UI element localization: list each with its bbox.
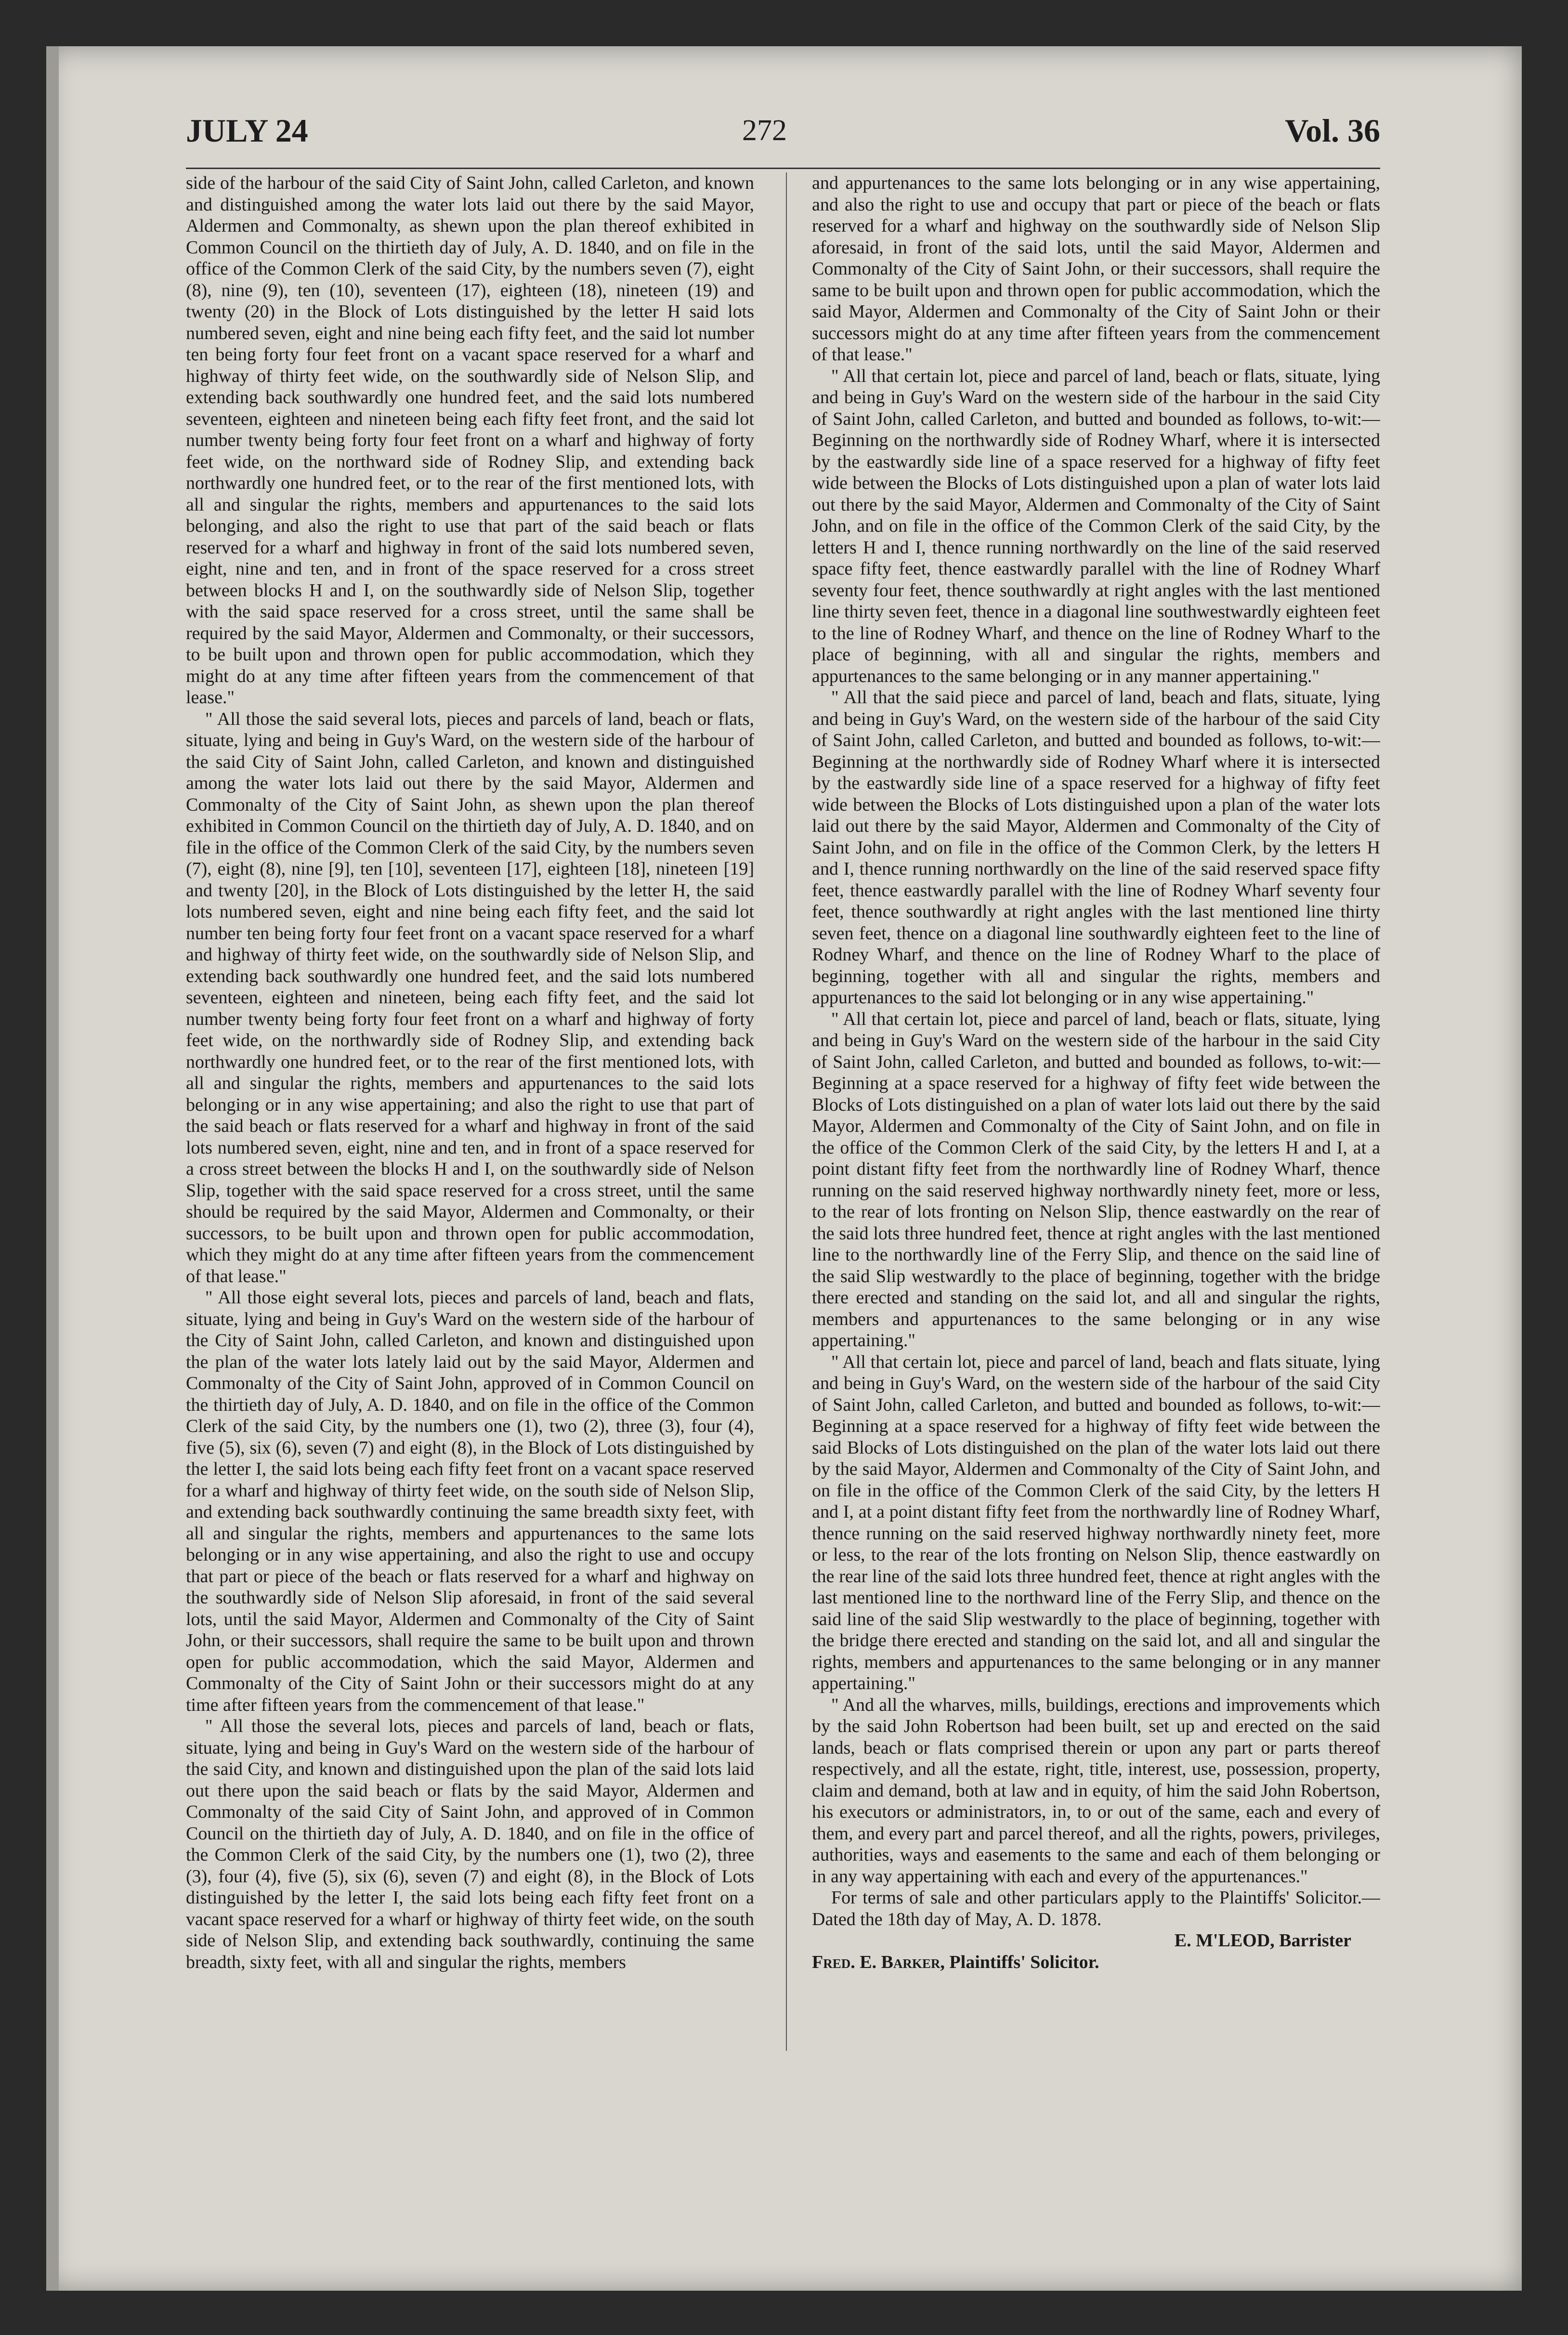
paragraph: " All those the said several lots, pieces and parcels of land, beach or flats, situate, lying and being in Guy's Ward, on the western side of the harbour of the said City of Saint John, called Carleton, and known and distinguished among the water lots laid out there by the said Mayor, Aldermen and Commonalty of the City of Saint John, as shewn upon the plan thereof exhibited in Common Council on the thirtieth day of July, A. D. 1840, and on file in the office of the Common Clerk of the said City, by the numbers seven (7), eight (8), nine [9], ten [10], seventeen [17], eighteen [18], nineteen [19] and twenty [20], in the Block of Lots distinguished by the letter H, the said lots numbered seven, eight and nine being each fifty feet, and the said lot number ten being forty four feet front on a vacant space reserved for a wharf and highway of thirty feet wide, on the southwardly side of Nelson Slip, and extending back southwardly one hundred feet, and the said lots numbered seventeen, eighteen and nineteen, being each fifty feet, and the said lot number twenty being forty four feet front on a wharf and highway of forty feet wide, on the northwardly side of Rodney Slip, and extending back northwardly one hundred feet, or to the rear of the first mentioned lots, with all and singular the rights, members and appurtenances to the said lots belonging or in any wise appertaining; and also the right to use that part of the said beach or flats reserved for a wharf and highway in front of the said lots numbered seven, eight, nine and ten, and in front of a space reserved for a cross street between the blocks H and I, on the southwardly side of Nelson Slip, together with the said space reserved for a cross street, until the same should be required by the said Mayor, Aldermen and Commonalty, or their successors, to be built upon and thrown open for public accommodation, which they might do at any time after fifteen years from the commencement of that lease." <box>186 708 754 1286</box>
newspaper-page <box>46 46 1522 2291</box>
header-date: JULY 24 <box>186 112 308 149</box>
paragraph: " All that certain lot, piece and parcel of land, beach or flats, situate, lying and being in Guy's Ward on the western side of the harbour in the said City of Saint John, called Carleton, and butted and bounded as follows, to-wit:—Beginning on the northwardly side of Rodney Wharf, where it is intersected by the eastwardly side line of a space reserved for a highway of fifty feet wide between the Blocks of Lots distinguished upon a plan of water lots laid out there by the said Mayor, Aldermen and Commonalty of the City of Saint John, and on file in the office of the Common Clerk of the said City, by the letters H and I, thence running northwardly on the line of the said reserved space fifty feet, thence eastwardly parallel with the line of Rodney Wharf seventy four feet, thence southwardly at right angles with the last mentioned line thirty seven feet, thence in a diagonal line southwestwardly eighteen feet to the line of Rodney Wharf, and thence on the line of Rodney Wharf to the place of beginning, with all and singular the rights, members and appurtenances to the same belonging or in any manner appertaining." <box>812 366 1380 686</box>
paragraph: " All that certain lot, piece and parcel of land, beach and flats situate, lying and being in Guy's Ward, on the western side of the harbour of the said City of Saint John, called Carleton, and butted and bounded as follows, to-wit:—Beginning at a space reserved for a highway of fifty feet wide between the said Blocks of Lots distinguished on the plan of the water lots laid out there by the said Mayor, Aldermen and Commonalty of the City of Saint John, and on file in the office of the Common Clerk of the said City, by the letters H and I, at a point distant fifty feet from the northwardly line of Rodney Wharf, thence running on the said reserved highway northwardly ninety feet, more or less, to the rear of the lots fronting on Nelson Slip, thence eastwardly on the rear line of the said lots three hundred feet, thence at right angles with the last mentioned line to the northward line of the Ferry Slip, and thence on the said line of the said Slip westwardly to the place of beginning, together with the bridge there erected and standing on the said lot, and all and singular the rights, members and appurtenances to the same belonging or in any manner appertaining." <box>812 1351 1380 1693</box>
solicitor-role: , Plaintiffs' Solicitor. <box>940 1952 1099 1972</box>
left-column <box>186 172 754 2205</box>
solicitor-signature <box>812 1952 1380 1973</box>
paragraph: side of the harbour of the said City of Saint John, called Carleton, and known and distinguished among the water lots laid out there by the said Mayor, Aldermen and Commonalty, as shewn upon the plan thereof exhibited in Common Council on the thirtieth day of July, A. D. 1840, and on file in the office of the Common Clerk of the said City, by the numbers seven (7), eight (8), nine (9), ten (10), seventeen (17), eighteen (18), nineteen (19) and twenty (20) in the Block of Lots distinguished by the letter H said lots numbered seven, eight and nine being each fifty feet, and the said lot number ten being forty four feet front on a vacant space reserved for a wharf and highway of thirty feet wide, on the southwardly side of Nelson Slip, and extending back southwardly one hundred feet, and the said lots numbered seventeen, eighteen and nineteen being each fifty feet front, and the said lot number twenty being forty four feet front on a wharf and highway of forty feet wide, on the northward side of Rodney Slip, and extending back northwardly one hundred feet, or to the rear of the first mentioned lots, with all and singular the rights, members and appurtenances to the said lots belonging, and also the right to use that part of the said beach or flats reserved for a wharf and highway in front of the said lots numbered seven, eight, nine and ten, and in front of the space reserved for a cross street between blocks H and I, on the southwardly side of Nelson Slip, together with the said space reserved for a cross street, until the same shall be required by the said Mayor, Aldermen and Commonalty, or their successors, to be built upon and thrown open for public accommodation, which they might do at any time after fifteen years from the commencement of that lease." <box>186 173 754 708</box>
paragraph: " All those the several lots, pieces and parcels of land, beach or flats, situate, lying and being in Guy's Ward on the western side of the harbour of the said City, and known and distinguished upon the plan of the said lots laid out there upon the said beach or flats by the said Mayor, Aldermen and Commonalty of the said City of Saint John, and approved of in Common Council on the thirtieth day of July, A. D. 1840, and on file in the office of the Common Clerk of the said City, by the numbers one (1), two (2), three (3), four (4), five (5), six (6), seven (7) and eight (8), in the Block of Lots distinguished by the letter I, the said lots being each fifty feet front on a vacant space reserved for a wharf or highway of thirty feet wide, on the south side of Nelson Slip, and extending back southwardly, continuing the same breadth, sixty feet, with all and singular the rights, members <box>186 1716 754 1972</box>
paragraph: " All those eight several lots, pieces and parcels of land, beach and flats, situate, lying and being in Guy's Ward on the western side of the harbour of the City of Saint John, called Carleton, and known and distinguished upon the plan of the water lots lately laid out by the said Mayor, Aldermen and Commonalty of the City of Saint John, approved of in Common Council on the thirtieth day of July, A. D. 1840, and on file in the office of the Common Clerk of the said City, by the numbers one (1), two (2), three (3), four (4), five (5), six (6), seven (7) and eight (8), in the Block of Lots distinguished by the letter I, the said lots being each fifty feet front on a vacant space reserved for a wharf and highway of thirty feet wide, on the south side of Nelson Slip, and extending back southwardly continuing the same breadth sixty feet, with all and singular the rights, members and appurtenances to the same lots belonging or in any wise appertaining, and also the right to use and occupy that part or piece of the beach or flats reserved for a wharf and highway on the southwardly side of Nelson Slip aforesaid, in front of the said several lots, until the said Mayor, Aldermen and Commonalty of the City of Saint John, or their successors, shall require the same to be built upon and thrown open for public accommodation, which the said Mayor, Aldermen and Commonalty of the City of Saint John or their successors might do at any time after fifteen years from the commencement of that lease." <box>186 1287 754 1715</box>
paragraph: " All that certain lot, piece and parcel of land, beach or flats, situate, lying and being in Guy's Ward on the western side of the harbour in the said City of Saint John, called Carleton, and butted and bounded as follows, to-wit:—Beginning at a space reserved for a highway of fifty feet wide between the Blocks of Lots distinguished on a plan of water lots laid out there by the said Mayor, Aldermen and Commonalty of the City of Saint John, and on file in the office of the Common Clerk of the said City, by the letters H and I, at a point distant fifty feet from the northwardly line of Rodney Wharf, thence running on the said reserved highway northwardly ninety feet, more or less, to the rear of lots fronting on Nelson Slip, thence eastwardly on the rear of the said lots three hundred feet, thence at right angles with the last mentioned line to the northwardly line of the Ferry Slip, and thence on the said line of the said Slip westwardly to the place of beginning, together with the bridge there erected and standing on the said lot, and all and singular the rights, members and appurtenances to the same belonging or in any wise appertaining." <box>812 1009 1380 1351</box>
page-binding-edge <box>46 46 59 2291</box>
solicitor-name: Fred. E. Barker <box>812 1952 941 1972</box>
header-rule <box>186 168 1380 169</box>
paragraph: " All that the said piece and parcel of land, beach and flats, situate, lying and being in Guy's Ward, on the western side of the harbour of the said City of Saint John, called Carleton, and butted and bounded as follows, to-wit:—Beginning at the northwardly side of Rodney Wharf where it is intersected by the eastwardly side line of a space reserved for a highway of fifty feet wide between the Blocks of Lots distinguished upon a plan of the water lots laid out there by the said Mayor, Aldermen and Commonalty of the City of Saint John, and on file in the office of the Common Clerk, by the letters H and I, thence running northwardly on the line of the said reserved space fifty feet, thence eastwardly parallel with the line of Rodney Wharf seventy four feet, thence southwardly at right angles with the last mentioned line thirty seven feet, thence on a diagonal line southwardly eighteen feet to the line of Rodney Wharf, and thence on the line of Rodney Wharf to the place of beginning, together with all and singular the rights, members and appurtenances to the said lot belonging or in any wise appertaining." <box>812 687 1380 1008</box>
sale-note: For terms of sale and other particulars apply to the Plaintiffs' Solicitor.—Dated the 18th day of May, A. D. 1878. <box>812 1888 1380 1929</box>
header-volume: Vol. 36 <box>1285 112 1380 149</box>
barrister-signature: E. M'LEOD, Barrister <box>1174 1930 1351 1951</box>
column-divider <box>786 172 787 2051</box>
page-header <box>186 104 1380 157</box>
right-column <box>812 172 1380 2205</box>
header-page-number: 272 <box>742 114 787 147</box>
paragraph: and appurtenances to the same lots belonging or in any wise appertaining, and also the right to use and occupy that part or piece of the beach or flats reserved for a wharf and highway on the southwardly side of Nelson Slip aforesaid, in front of the said lots, until the said Mayor, Aldermen and Commonalty of the City of Saint John, or their successors, shall require the same to be built upon and thrown open for public accommodation, which the said Mayor, Aldermen and Commonalty of the City of Saint John or their successors might do at any time after fifteen years from the commencement of that lease." <box>812 173 1380 365</box>
paragraph: " And all the wharves, mills, buildings, erections and improvements which by the said John Robertson had been built, set up and erected on the said lands, beach or flats comprised therein or upon any part or parts thereof respectively, and all the estate, right, title, interest, use, possession, property, claim and demand, both at law and in equity, of him the said John Robertson, his executors or administrators, in, to or out of the same, each and every of them, and every part and parcel thereof, and all the rights, powers, privileges, authorities, ways and easements to the same and each of them belonging or in any way appertaining with each and every of the appurtenances." <box>812 1694 1380 1887</box>
